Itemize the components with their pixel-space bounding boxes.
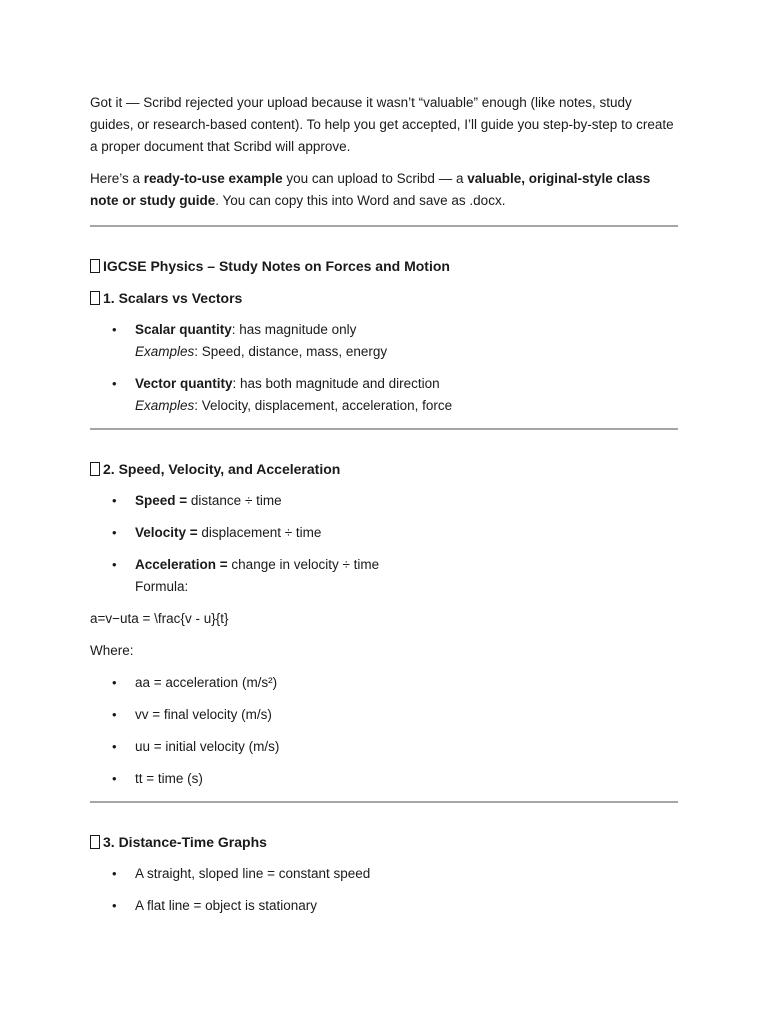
- distance-time-list: [90, 863, 678, 917]
- bullet-icon: •: [112, 675, 117, 690]
- examples-label: Examples: [135, 344, 195, 359]
- variables-list: [90, 672, 678, 790]
- variable-definition: tt = time (s): [135, 771, 203, 786]
- term: Speed =: [135, 493, 188, 508]
- term: Velocity =: [135, 525, 198, 540]
- graph-fact: A flat line = object is stationary: [135, 898, 317, 913]
- examples-text: : Speed, distance, mass, energy: [194, 344, 388, 359]
- examples-label: Examples: [135, 398, 195, 413]
- section-heading-1: [90, 287, 678, 309]
- term-description: displacement ÷ time: [197, 525, 322, 540]
- bullet-icon: •: [112, 493, 117, 508]
- term: Vector quantity: [135, 376, 233, 391]
- list-item: [90, 672, 678, 694]
- formula-label: Formula:: [135, 579, 189, 594]
- formula-text: a=v−uta = \frac{v - u}{t}: [90, 611, 229, 626]
- examples-line: [135, 341, 678, 363]
- bullet-icon: •: [112, 771, 117, 786]
- list-item: [90, 319, 678, 363]
- document-title-text: IGCSE Physics – Study Notes on Forces and Motion: [103, 258, 450, 274]
- variable-definition: aa = acceleration (m/s²): [135, 675, 278, 690]
- bullet-icon: •: [112, 525, 117, 540]
- section-heading-text: 3. Distance-Time Graphs: [103, 834, 267, 850]
- bullet-icon: •: [112, 739, 117, 754]
- divider: [90, 225, 678, 227]
- missing-glyph-icon: [90, 259, 100, 273]
- term-description: : has magnitude only: [231, 322, 357, 337]
- motion-definitions-list: [90, 490, 678, 598]
- term: Acceleration =: [135, 557, 228, 572]
- term-description: change in velocity ÷ time: [227, 557, 380, 572]
- list-item: [90, 522, 678, 544]
- term-description: distance ÷ time: [187, 493, 282, 508]
- intro-paragraph-2: [90, 168, 678, 212]
- intro-bold-text: ready-to-use example: [143, 171, 283, 186]
- document-content: [90, 92, 678, 917]
- section-heading-3: [90, 831, 678, 853]
- list-item: [90, 895, 678, 917]
- list-item: [90, 863, 678, 885]
- intro-text: Here’s a: [90, 171, 144, 186]
- divider: [90, 428, 678, 430]
- list-item: [90, 490, 678, 512]
- intro-bold-text: valuable, original-style class note or study guide: [90, 171, 651, 208]
- section-heading-text: 2. Speed, Velocity, and Acceleration: [103, 461, 341, 477]
- bullet-icon: •: [112, 376, 117, 391]
- document-title: [90, 255, 678, 277]
- examples-text: : Velocity, displacement, acceleration, force: [194, 398, 453, 413]
- intro-text: you can upload to Scribd — a: [282, 171, 468, 186]
- bullet-icon: •: [112, 898, 117, 913]
- bullet-icon: •: [112, 557, 117, 572]
- section-heading-text: 1. Scalars vs Vectors: [103, 290, 243, 306]
- list-item: [90, 704, 678, 726]
- examples-line: [135, 395, 678, 417]
- list-item: [90, 768, 678, 790]
- missing-glyph-icon: [90, 462, 100, 476]
- section-heading-2: [90, 458, 678, 480]
- intro-paragraph-1: Got it — Scribd rejected your upload because it wasn’t “valuable” enough (like notes, study guides, or research-based content). To help you get accepted, I’ll guide you step-by-step to create a proper document that Scribd will approve.: [90, 95, 674, 154]
- variable-definition: uu = initial velocity (m/s): [135, 739, 280, 754]
- missing-glyph-icon: [90, 291, 100, 305]
- list-item: [90, 736, 678, 758]
- divider: [90, 801, 678, 803]
- graph-fact: A straight, sloped line = constant speed: [135, 866, 371, 881]
- scalars-vectors-list: [90, 319, 678, 417]
- intro-text: . You can copy this into Word and save as .docx.: [215, 193, 506, 208]
- term-description: : has both magnitude and direction: [232, 376, 440, 391]
- list-item: [90, 554, 678, 598]
- variable-definition: vv = final velocity (m/s): [135, 707, 272, 722]
- bullet-icon: •: [112, 322, 117, 337]
- missing-glyph-icon: [90, 835, 100, 849]
- list-item: [90, 373, 678, 417]
- bullet-icon: •: [112, 707, 117, 722]
- term: Scalar quantity: [135, 322, 232, 337]
- where-label: Where:: [90, 643, 134, 658]
- bullet-icon: •: [112, 866, 117, 881]
